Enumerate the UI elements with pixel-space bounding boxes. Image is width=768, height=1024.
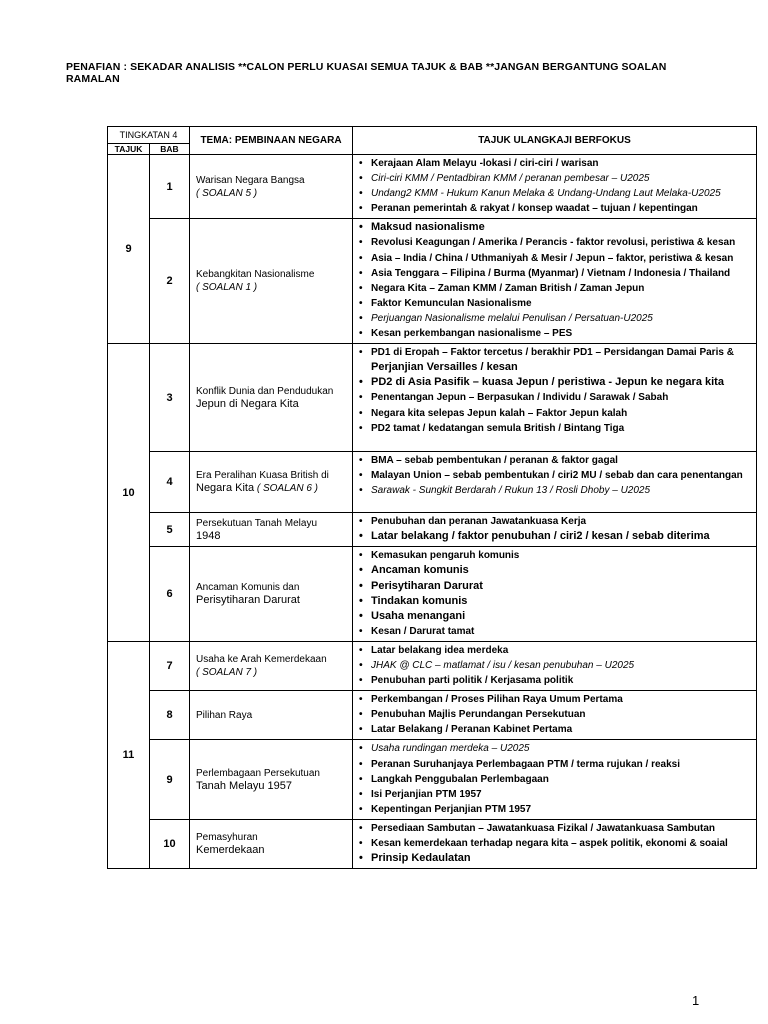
revision-table <box>107 126 757 869</box>
tema-soalan: ( SOALAN 7 ) <box>196 667 258 679</box>
fokus-list <box>353 642 756 690</box>
tema-title: Konflik Dunia dan Pendudukan <box>196 385 334 397</box>
bab-number: 10 <box>150 819 190 868</box>
list-item: • Usaha rundingan merdeka – U2025 <box>359 741 756 756</box>
tema-cell <box>190 155 353 219</box>
list-item: • Revolusi Keagungan / Amerika / Perancis - faktor revolusi, peristiwa & kesan <box>359 235 756 250</box>
table-row <box>108 641 757 690</box>
list-item: • Usaha menangani <box>359 609 756 624</box>
list-item: • Asia Tenggara – Filipina / Burma (Myanmar) / Vietnam / Indonesia / Thailand <box>359 266 756 281</box>
list-item: • Prinsip Kedaulatan <box>359 851 756 866</box>
tema-subtitle: Jepun di Negara Kita <box>196 397 299 410</box>
fokus-cell <box>353 513 757 547</box>
tema-cell <box>190 452 353 513</box>
fokus-cell <box>353 344 757 452</box>
table-row <box>108 344 757 452</box>
tema-title: Pemasyhuran <box>196 832 258 844</box>
list-item: • Perisytiharan Darurat <box>359 579 756 594</box>
tema-cell <box>190 344 353 452</box>
table-row <box>108 691 757 740</box>
list-item: • JHAK @ CLC – matlamat / isu / kesan penubuhan – U2025 <box>359 658 756 673</box>
list-item: • PD2 di Asia Pasifik – kuasa Jepun / peristiwa - Jepun ke negara kita <box>359 375 756 390</box>
tajuk-number: 11 <box>108 641 150 868</box>
tema-soalan: ( SOALAN 6 ) <box>256 483 319 495</box>
table-row <box>108 452 757 513</box>
list-item: • Langkah Penggubalan Perlembagaan <box>359 772 756 787</box>
table-row <box>108 155 757 219</box>
fokus-list <box>353 344 756 438</box>
list-item: • Ancaman komunis <box>359 563 756 578</box>
list-item: • Latar Belakang / Peranan Kabinet Pertama <box>359 722 756 737</box>
tema-subtitle: 1948 <box>196 529 221 542</box>
list-item: • Perjuangan Nasionalisme melalui Penulisan / Persatuan-U2025 <box>359 311 756 326</box>
list-item: • Negara Kita – Zaman KMM / Zaman British / Zaman Jepun <box>359 281 756 296</box>
list-item: • Kemasukan pengaruh komunis <box>359 548 756 563</box>
header-tema: TEMA: PEMBINAAN NEGARA <box>190 127 353 155</box>
tema-subtitle: Tanah Melayu 1957 <box>196 779 293 792</box>
page-number: 1 <box>692 993 700 1008</box>
header-tingkatan: TINGKATAN 4 <box>108 127 190 144</box>
bab-number: 7 <box>150 641 190 690</box>
list-item: • Asia – India / China / Uthmaniyah & Mesir / Jepun – faktor, peristiwa & kesan <box>359 251 756 266</box>
list-item: • Kerajaan Alam Melayu -lokasi / ciri-ciri / warisan <box>359 156 756 171</box>
tema-cell <box>190 219 353 344</box>
list-item: • Negara kita selepas Jepun kalah – Faktor Jepun kalah <box>359 406 756 421</box>
header-bab: BAB <box>150 144 190 155</box>
bab-number: 3 <box>150 344 190 452</box>
list-item: • Persediaan Sambutan – Jawatankuasa Fizikal / Jawatankuasa Sambutan <box>359 821 756 836</box>
list-item: • Penubuhan dan peranan Jawatankuasa Kerja <box>359 514 756 529</box>
fokus-list <box>353 452 756 500</box>
fokus-list <box>353 740 756 818</box>
tema-cell <box>190 641 353 690</box>
list-item: • Ciri-ciri KMM / Pentadbiran KMM / peranan pembesar – U2025 <box>359 171 756 186</box>
table-row <box>108 819 757 868</box>
fokus-list <box>353 155 756 218</box>
fokus-list <box>353 547 756 641</box>
tema-title: Usaha ke Arah Kemerdekaan <box>196 654 327 666</box>
list-item: • BMA – sebab pembentukan / peranan & faktor gagal <box>359 453 756 468</box>
list-item: • Perkembangan / Proses Pilihan Raya Umum Pertama <box>359 692 756 707</box>
tema-title: Kebangkitan Nasionalisme <box>196 269 315 281</box>
list-item: • Undang2 KMM - Hukum Kanun Melaka & Undang-Undang Laut Melaka-U2025 <box>359 186 756 201</box>
bab-number: 4 <box>150 452 190 513</box>
tema-subtitle: Kemerdekaan <box>196 844 265 857</box>
table-row <box>108 513 757 547</box>
tema-subtitle: Negara Kita <box>196 482 255 495</box>
list-item: • Penubuhan Majlis Perundangan Persekutuan <box>359 707 756 722</box>
tema-title: Ancaman Komunis dan <box>196 582 300 594</box>
list-item: • Faktor Kemunculan Nasionalisme <box>359 296 756 311</box>
tema-title: Persekutuan Tanah Melayu <box>196 517 318 529</box>
fokus-list <box>353 513 756 546</box>
list-item: • PD1 di Eropah – Faktor tercetus / berakhir PD1 – Persidangan Damai Paris & <box>359 345 756 360</box>
fokus-cell <box>353 452 757 513</box>
fokus-list <box>353 691 756 739</box>
tema-title: Pilihan Raya <box>196 709 253 721</box>
list-item: • Kesan / Darurat tamat <box>359 624 756 639</box>
tema-cell <box>190 513 353 547</box>
fokus-cell <box>353 740 757 819</box>
list-item: • Latar belakang idea merdeka <box>359 643 756 658</box>
fokus-cell <box>353 155 757 219</box>
bab-number: 8 <box>150 691 190 740</box>
tajuk-number: 10 <box>108 344 150 642</box>
tema-title: Warisan Negara Bangsa <box>196 174 305 186</box>
tema-soalan: ( SOALAN 1 ) <box>196 282 258 294</box>
tema-title: Perlembagaan Persekutuan <box>196 767 320 779</box>
tema-cell <box>190 547 353 642</box>
tema-subtitle: Perisytiharan Darurat <box>196 594 300 607</box>
list-item: Perjanjian Versailles / kesan <box>371 361 518 374</box>
tema-cell <box>190 691 353 740</box>
disclaimer-text: PENAFIAN : SEKADAR ANALISIS **CALON PERLU KUASAI SEMUA TAJUK & BAB **JANGAN BERGANTUNG SOALAN RAMALAN <box>66 61 667 85</box>
fokus-cell <box>353 819 757 868</box>
list-item: • Peranan Suruhanjaya Perlembagaan PTM / terma rujukan / reaksi <box>359 757 756 772</box>
fokus-cell <box>353 219 757 344</box>
table-row <box>108 547 757 642</box>
fokus-list <box>353 820 756 868</box>
list-item: • Maksud nasionalisme <box>359 220 756 235</box>
list-item: • Kesan kemerdekaan terhadap negara kita – aspek politik, ekonomi & soaial <box>359 836 756 851</box>
bab-number: 6 <box>150 547 190 642</box>
header-fokus: TAJUK ULANGKAJI BERFOKUS <box>353 127 757 155</box>
tema-cell <box>190 740 353 819</box>
list-item: • Kesan perkembangan nasionalisme – PES <box>359 326 756 341</box>
list-item: • Tindakan komunis <box>359 594 756 609</box>
bab-number: 2 <box>150 219 190 344</box>
bab-number: 9 <box>150 740 190 819</box>
list-item: • Latar belakang / faktor penubuhan / ciri2 / kesan / sebab diterima <box>359 529 756 544</box>
tajuk-number: 9 <box>108 155 150 344</box>
bab-number: 1 <box>150 155 190 219</box>
tema-soalan: ( SOALAN 5 ) <box>196 187 258 199</box>
list-item: • Malayan Union – sebab pembentukan / ciri2 MU / sebab dan cara penentangan <box>359 468 756 483</box>
bab-number: 5 <box>150 513 190 547</box>
tema-title: Era Peralihan Kuasa British di <box>196 470 329 482</box>
list-item: • Kepentingan Perjanjian PTM 1957 <box>359 802 756 817</box>
list-item: • Isi Perjanjian PTM 1957 <box>359 787 756 802</box>
fokus-list <box>353 219 756 343</box>
list-item: • Peranan pemerintah & rakyat / konsep waadat – tujuan / kepentingan <box>359 201 756 216</box>
tema-cell <box>190 819 353 868</box>
table-row <box>108 740 757 819</box>
fokus-cell <box>353 641 757 690</box>
table-row <box>108 219 757 344</box>
list-item: • PD2 tamat / kedatangan semula British / Bintang Tiga <box>359 421 756 436</box>
list-item: • Sarawak - Sungkit Berdarah / Rukun 13 / Rosli Dhoby – U2025 <box>359 483 756 498</box>
fokus-cell <box>353 691 757 740</box>
list-item: • Penentangan Jepun – Berpasukan / Individu / Sarawak / Sabah <box>359 390 756 405</box>
fokus-cell <box>353 547 757 642</box>
list-item: • Penubuhan parti politik / Kerjasama politik <box>359 673 756 688</box>
header-tajuk: TAJUK <box>108 144 150 155</box>
